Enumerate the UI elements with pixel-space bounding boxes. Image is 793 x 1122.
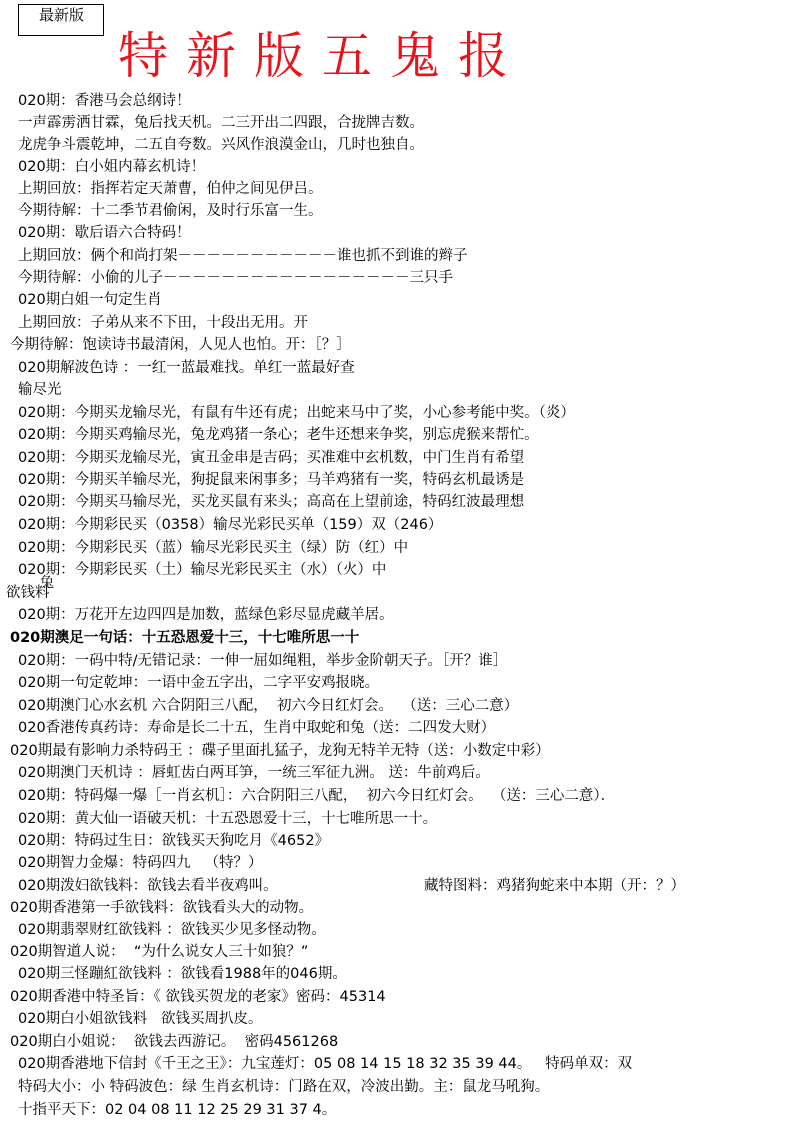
text-line: 020期：今期彩民买（土）输尽光彩民买主（水）（火）中 (18, 562, 387, 578)
text-line: 十指平天下：02 04 08 11 12 25 29 31 37 4。 (18, 1102, 337, 1118)
text-line: 020期：香港马会总纲诗！ (18, 93, 191, 109)
text-line: 上期回放：子弟从来不下田，十段出无用。开 (18, 315, 308, 331)
text-line: 020期：万花开左边四四是加数，蓝绿色彩尽显虎藏羊居。 (18, 607, 394, 623)
text-line: 上期回放：指挥若定天萧曹，伯仲之间见伊吕。 (18, 181, 323, 197)
text-line: 020期：一码中特/无错记录：一伸一屈如绳粗，举步金阶朝天子。［开？谁］ (18, 653, 508, 669)
edition-badge: 最新版 (18, 4, 104, 36)
text-line: 020期解波色诗 ：一红一蓝最难找。单红一蓝最好查 (18, 360, 355, 376)
page-title: 特新版五鬼报 (118, 27, 526, 85)
text-line: 020期：白小姐内幕玄机诗！ (18, 159, 206, 175)
text-line: 020期：歇后语六合特码！ (18, 225, 191, 241)
text-line: 020期澳门心水玄机 六合阴阳三八配， 初六今日红灯会。 （送：三心二意） (18, 698, 519, 714)
text-line: 020期：今期买龙输尽光，寅丑金串是吉码；买准难中玄机数，中门生肖有希望 (18, 450, 525, 466)
text-line: 欲钱料 (6, 585, 50, 601)
text-line: 输尽光 (18, 382, 62, 398)
text-line: 020期：今期买羊输尽光，狗捉鼠来闲事多；马羊鸡猪有一奖，特码玄机最诱是 (18, 472, 525, 488)
text-line: 今期待解：饱读诗书最清闲，人见人也怕。开：［？］ (10, 337, 351, 353)
text-line: 020期泼妇欲钱料：欲钱去看半夜鸡叫。 (18, 878, 278, 894)
text-line: 一声霹雳洒甘霖，兔后找天机。二三开出二四跟，合拢牌吉数。 (18, 115, 424, 131)
text-line: 020期最有影响力杀特码王 ：碟子里面扎猛子，龙狗无特羊无特（送：小数定中彩） (10, 743, 550, 759)
text-line: 今期待解：小偷的儿子－－－－－－－－－－－－－－－－－三只手 (18, 270, 453, 286)
text-line: 020期翡翠财红欲钱料 ：欲钱买少见多怪动物。 (18, 922, 326, 938)
text-line: 020期：特码过生日：欲钱买天狗吃月《4652》 (18, 833, 330, 849)
text-line: 020期：今期买马输尽光，买龙买鼠有来头；高高在上望前途，特码红波最理想 (18, 494, 525, 510)
text-line: 020期：今期彩民买（0358）输尽光彩民买单（159）双（246） (18, 517, 443, 533)
text-line: 020期白小姐说： 欲钱去西游记。 密码4561268 (10, 1034, 339, 1050)
text-line: 020期：特码爆一爆［一肖玄机］：六合阴阳三八配， 初六今日红灯会。 （送：三心二意）． (18, 788, 616, 804)
text-line: 020期澳门天机诗 ：唇虹齿白两耳笋，一统三军征九洲。 送：牛前鸡后。 (18, 765, 490, 781)
overlap-glyph: 兔 (40, 575, 54, 591)
text-line: 020期香港地下信封《千王之王》：九宝莲灯：05 08 14 15 18 32 35 39 44。 特码单双：双 (18, 1056, 633, 1072)
text-line: 020期：今期买鸡输尽光，兔龙鸡猪一条心；老牛还想来争奖，别忘虎猴来帮忙。 (18, 427, 539, 443)
text-line: 上期回放：俩个和尚打架－－－－－－－－－－－谁也抓不到谁的辫子 (18, 248, 468, 264)
text-line: 020期智道人说： “为什么说女人三十如狼？” (10, 944, 309, 960)
text-line: 020期一句定乾坤：一语中金五字出，二字平安鸡报晓。 (18, 675, 380, 691)
text-line: 特码大小：小 特码波色：绿 生肖玄机诗：门路在双，冷波出勤。主：鼠龙马吼狗。 (18, 1079, 550, 1095)
text-line: 020期澳足一句话：十五恐恩爱十三，十七唯所思一十 (10, 630, 360, 646)
text-line: 020期：黄大仙一语破天机：十五恐恩爱十三，十七唯所思一十。 (18, 811, 438, 827)
text-line: 020期香港第一手欲钱料：欲钱看头大的动物。 (10, 900, 314, 916)
text-line: 今期待解：十二季节君偷闲，及时行乐富一生。 (18, 203, 323, 219)
text-line: 020期白小姐欲钱料 欲钱买周扒皮。 (18, 1011, 263, 1027)
text-line: 020期智力金爆：特码四九 （特？） (18, 855, 263, 871)
text-line: 020期三怪蹦紅欲钱料 ：欲钱看1988年的046期。 (18, 966, 347, 982)
text-line: 020香港传真药诗：寿命是长二十五，生肖中取蛇和兔（送：二四发大财） (18, 720, 496, 736)
text-line: 020期白姐一句定生肖 (18, 292, 162, 308)
text-line: 020期：今期买龙输尽光，有鼠有牛还有虎；出蛇来马中了奖，小心参考能中奖。（炎） (18, 405, 575, 421)
text-line: 龙虎争斗震乾坤，二五自夸数。兴风作浪漠金山，几时也独自。 (18, 137, 424, 153)
text-line: 020期：今期彩民买（蓝）输尽光彩民买主（绿）防（红）中 (18, 540, 409, 556)
text-line: 020期香港中特圣旨：《 欲钱买贺龙的老家》密码：45314 (10, 989, 386, 1005)
hidden-tip: 藏特图料：鸡猪狗蛇来中本期（开：？） (424, 878, 685, 894)
